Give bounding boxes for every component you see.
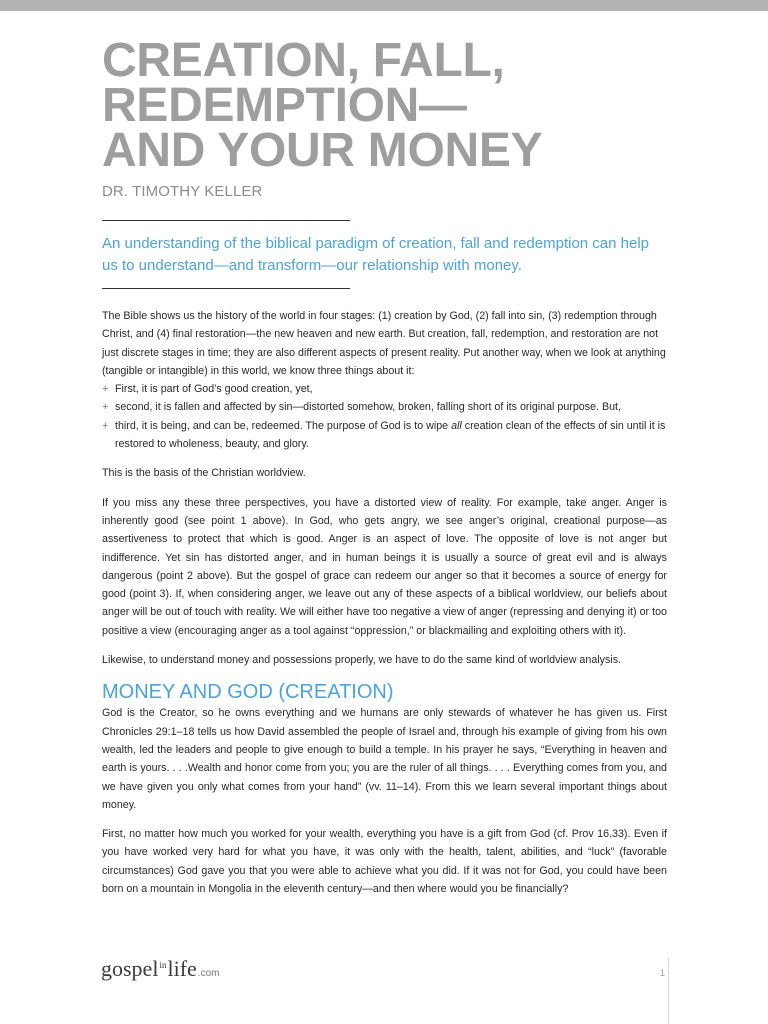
plus-icon: + xyxy=(102,419,109,432)
logo-text: gospel xyxy=(101,956,159,981)
worldview-list xyxy=(102,380,667,453)
document-title xyxy=(102,34,667,177)
title-line: AND YOUR MONEY xyxy=(102,124,543,177)
money-paragraph: Likewise, to understand money and possessions properly, we have to do the same kind of worldview analysis. xyxy=(102,654,622,667)
plus-icon: + xyxy=(102,401,109,414)
logo-text: .com xyxy=(197,968,220,979)
intro-paragraph: The Bible shows us the history of the world in four stages: (1) creation by God, (2) fall into sin, (3) redemption through Christ, and (4) final restoration—the new heaven and new earth. But creation, fall, redemption, and restoration are not just discrete stages in time; they are also different aspects of present reality. Put another way, when we look at anything (tangible or intangible) in this world, we know three things about it: xyxy=(102,310,666,377)
document-page xyxy=(102,34,667,898)
top-bar xyxy=(0,0,768,11)
section-heading: MONEY AND GOD (CREATION) xyxy=(102,681,394,704)
gospel-in-life-logo xyxy=(101,953,219,986)
logo-text: life xyxy=(167,956,197,981)
basis-paragraph: This is the basis of the Christian worldview. xyxy=(102,467,306,480)
list-item-text: second, it is fallen and affected by sin—distorted somehow, broken, falling short of its original purpose. But, xyxy=(115,401,621,414)
page-divider xyxy=(668,958,669,1024)
divider xyxy=(102,288,350,289)
divider xyxy=(102,220,350,221)
title-line: CREATION, FALL, xyxy=(102,34,505,87)
section-paragraph: God is the Creator, so he owns everything and we humans are only stewards of whatever he has given us. First Chronicles 29:1–18 tells us how David assembled the people of Israel and, through his example of giving from his own wealth, led the leaders and people to give enough to build a temple. In his prayer he says, “Everything in heaven and earth is yours. . . .Wealth and honor come from you; you are the ruler of all things. . . . Everything comes from you, and we have given you only what comes from your hand” (vv. 11–14). From this we learn several important things about money. xyxy=(102,707,667,811)
title-line: REDEMPTION— xyxy=(102,79,467,132)
emphasis: all xyxy=(451,419,462,432)
logo-text: in xyxy=(159,960,167,970)
page-number: 1 xyxy=(660,968,666,978)
list-item xyxy=(102,417,667,454)
list-item xyxy=(102,398,667,416)
plus-icon: + xyxy=(102,383,109,396)
list-item-text: third, it is being, and can be, redeemed. The purpose of God is to wipe xyxy=(115,419,452,432)
list-item-text: First, it is part of God’s good creation, yet, xyxy=(115,383,313,396)
section-paragraph: First, no matter how much you worked for your wealth, everything you have is a gift from God (cf. Prov 16.33). Even if you have worked very hard for what you have, it was only with the health, talent, abilities, and “luck” (favorable circumstances) God gave you that you were able to achieve what you did. If it was not for God, you could have been born on a mountain in Mongolia in the eleventh century—and then where would you be financially? xyxy=(102,828,667,896)
author-name: DR. TIMOTHY KELLER xyxy=(102,183,263,200)
list-item-text: creation clean of the effects of sin until it is restored to wholeness, beauty, and glory. xyxy=(115,419,666,451)
body-text xyxy=(102,307,667,898)
list-item xyxy=(102,380,667,398)
anger-paragraph: If you miss any these three perspectives, you have a distorted view of reality. For example, take anger. Anger is inherently good (see point 1 above). In God, who gets angry, we see anger’s original, creational purpose—as assertiveness to protect that which is good. Anger is an aspect of love. The opposite of love is not anger but indifference. Yet sin has distorted anger, and in human beings it is usually a source of great evil and is always dangerous (point 2 above). But the gospel of grace can redeem our anger so that it becomes a source of energy for good (point 3). If, when considering anger, we leave out any of these aspects of a biblical worldview, our beliefs about anger will be out of touch with reality. We will either have too negative a view of anger (repressing and denying it) or too positive a view (encouraging anger as a tool against “oppression,” or blackmailing and exploiting others with it). xyxy=(102,496,667,637)
lede-summary: An understanding of the biblical paradigm of creation, fall and redemption can help us to understand—and transform—our relationship with money. xyxy=(102,235,650,274)
